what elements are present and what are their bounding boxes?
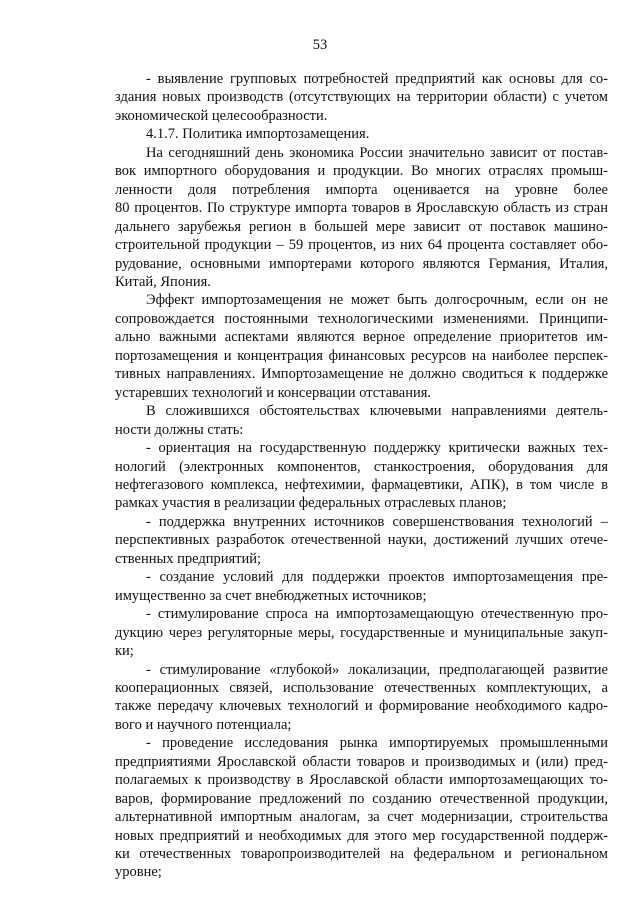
- text-line: рудование, основными импортерами которого являются Германия, Италия,: [115, 255, 608, 272]
- text-line: перспективных разработок отечественной науки, достижений лучших отече-: [115, 532, 608, 549]
- text-line: также передачу ключевых технологий и формирование необходимого кадро-: [115, 698, 608, 715]
- text-line: тивных направлениях. Импортозамещение не должно сводиться к поддержке: [115, 366, 608, 383]
- paragraph: [115, 439, 608, 513]
- paragraph: [115, 402, 608, 439]
- text-line: ки отечественных товаропроизводителей на федеральном и региональном: [115, 846, 608, 863]
- paragraph: [115, 291, 608, 402]
- text-line: альтернативной импортным аналогам, за счет модернизации, строительства: [115, 809, 608, 826]
- text-line: На сегодняшний день экономика России значительно зависит от постав-: [146, 144, 608, 161]
- text-line: вок импортного оборудования и продукции. Во многих отраслях промыш-: [115, 163, 608, 180]
- text-line: нефтегазового комплекса, нефтехимии, фармацевтики, АПК), в том числе в: [115, 476, 608, 493]
- text-line: вого и научного потенциала;: [115, 716, 292, 733]
- text-line: ленности доля потребления импорта оценивается на уровне более: [115, 181, 608, 198]
- text-line: 4.1.7. Политика импортозамещения.: [146, 126, 370, 143]
- paragraph: [115, 125, 608, 143]
- text-line: ально важными аспектами являются верное определение приоритетов им-: [115, 329, 608, 346]
- text-line: - стимулирование «глубокой» локализации, предполагающей развитие: [146, 661, 608, 678]
- page-number: 53: [312, 37, 328, 53]
- paragraph: [115, 568, 608, 605]
- text-line: нологий (электронных компонентов, станкостроения, оборудования для: [115, 458, 608, 475]
- text-line: В сложившихся обстоятельствах ключевыми направлениями деятель-: [146, 403, 608, 420]
- text-line: устаревших технологий и консервации отставания.: [115, 384, 432, 401]
- text-line: кооперационных связей, использование отечественных комплектующих, а: [115, 679, 608, 696]
- text-line: варов, формирование предложений по созданию отечественной продукции,: [115, 790, 608, 807]
- paragraph: [115, 661, 608, 735]
- text-line: Эффект импортозамещения не может быть долгосрочным, если он не: [146, 292, 608, 309]
- text-line: - проведение исследования рынка импортируемых промышленными: [146, 735, 608, 752]
- text-line: Китай, Япония.: [115, 273, 211, 290]
- text-line: - создание условий для поддержки проектов импортозамещения пре-: [146, 569, 608, 586]
- paragraph: [115, 734, 608, 882]
- text-line: - ориентация на государственную поддержку критически важных тех-: [146, 440, 608, 457]
- text-line: уровне;: [115, 864, 162, 881]
- text-line: предприятиями Ярославской области товаров и производимых и (или) пред-: [115, 753, 608, 770]
- text-line: - поддержка внутренних источников совершенствования технологий –: [146, 513, 608, 530]
- text-line: дальнего зарубежья регион в большей мере зависит от поставок машино-: [115, 218, 608, 235]
- text-line: имущественно за счет внебюджетных источников;: [115, 587, 427, 604]
- text-line: дукцию через регуляторные меры, государственные и муниципальные закуп-: [115, 624, 608, 641]
- paragraph: [115, 605, 608, 660]
- text-line: полагаемых к производству в Ярославской области импортозамещающих то-: [115, 772, 608, 789]
- paragraph: [115, 144, 608, 292]
- paragraph: [115, 70, 608, 125]
- paragraph: [115, 513, 608, 568]
- text-line: ственных предприятий;: [115, 550, 262, 567]
- text-line: портозамещения и концентрация финансовых ресурсов на наиболее перспек-: [115, 347, 608, 364]
- text-line: рамках участия в реализации федеральных отраслевых планов;: [115, 495, 507, 512]
- text-line: - выявление групповых потребностей предприятий как основы для со-: [146, 71, 608, 87]
- text-line: строительной продукции – 59 процентов, из них 64 процента составляет обо-: [115, 237, 608, 254]
- text-line: экономической целесообразности.: [115, 107, 328, 124]
- body-text: [115, 70, 608, 882]
- text-line: 80 процентов. По структуре импорта товаров в Ярославскую область из стран: [115, 200, 608, 217]
- text-line: - стимулирование спроса на импортозамещающую отечественную про-: [146, 606, 608, 623]
- text-line: ки;: [115, 643, 134, 660]
- text-line: сопровождается постоянными технологическими изменениями. Принципи-: [115, 310, 608, 327]
- text-line: ности должны стать:: [115, 421, 244, 438]
- text-line: новых предприятий и необходимых для этого мер государственной поддерж-: [115, 827, 608, 844]
- text-line: здания новых производств (отсутствующих на территории области) с учетом: [115, 89, 608, 106]
